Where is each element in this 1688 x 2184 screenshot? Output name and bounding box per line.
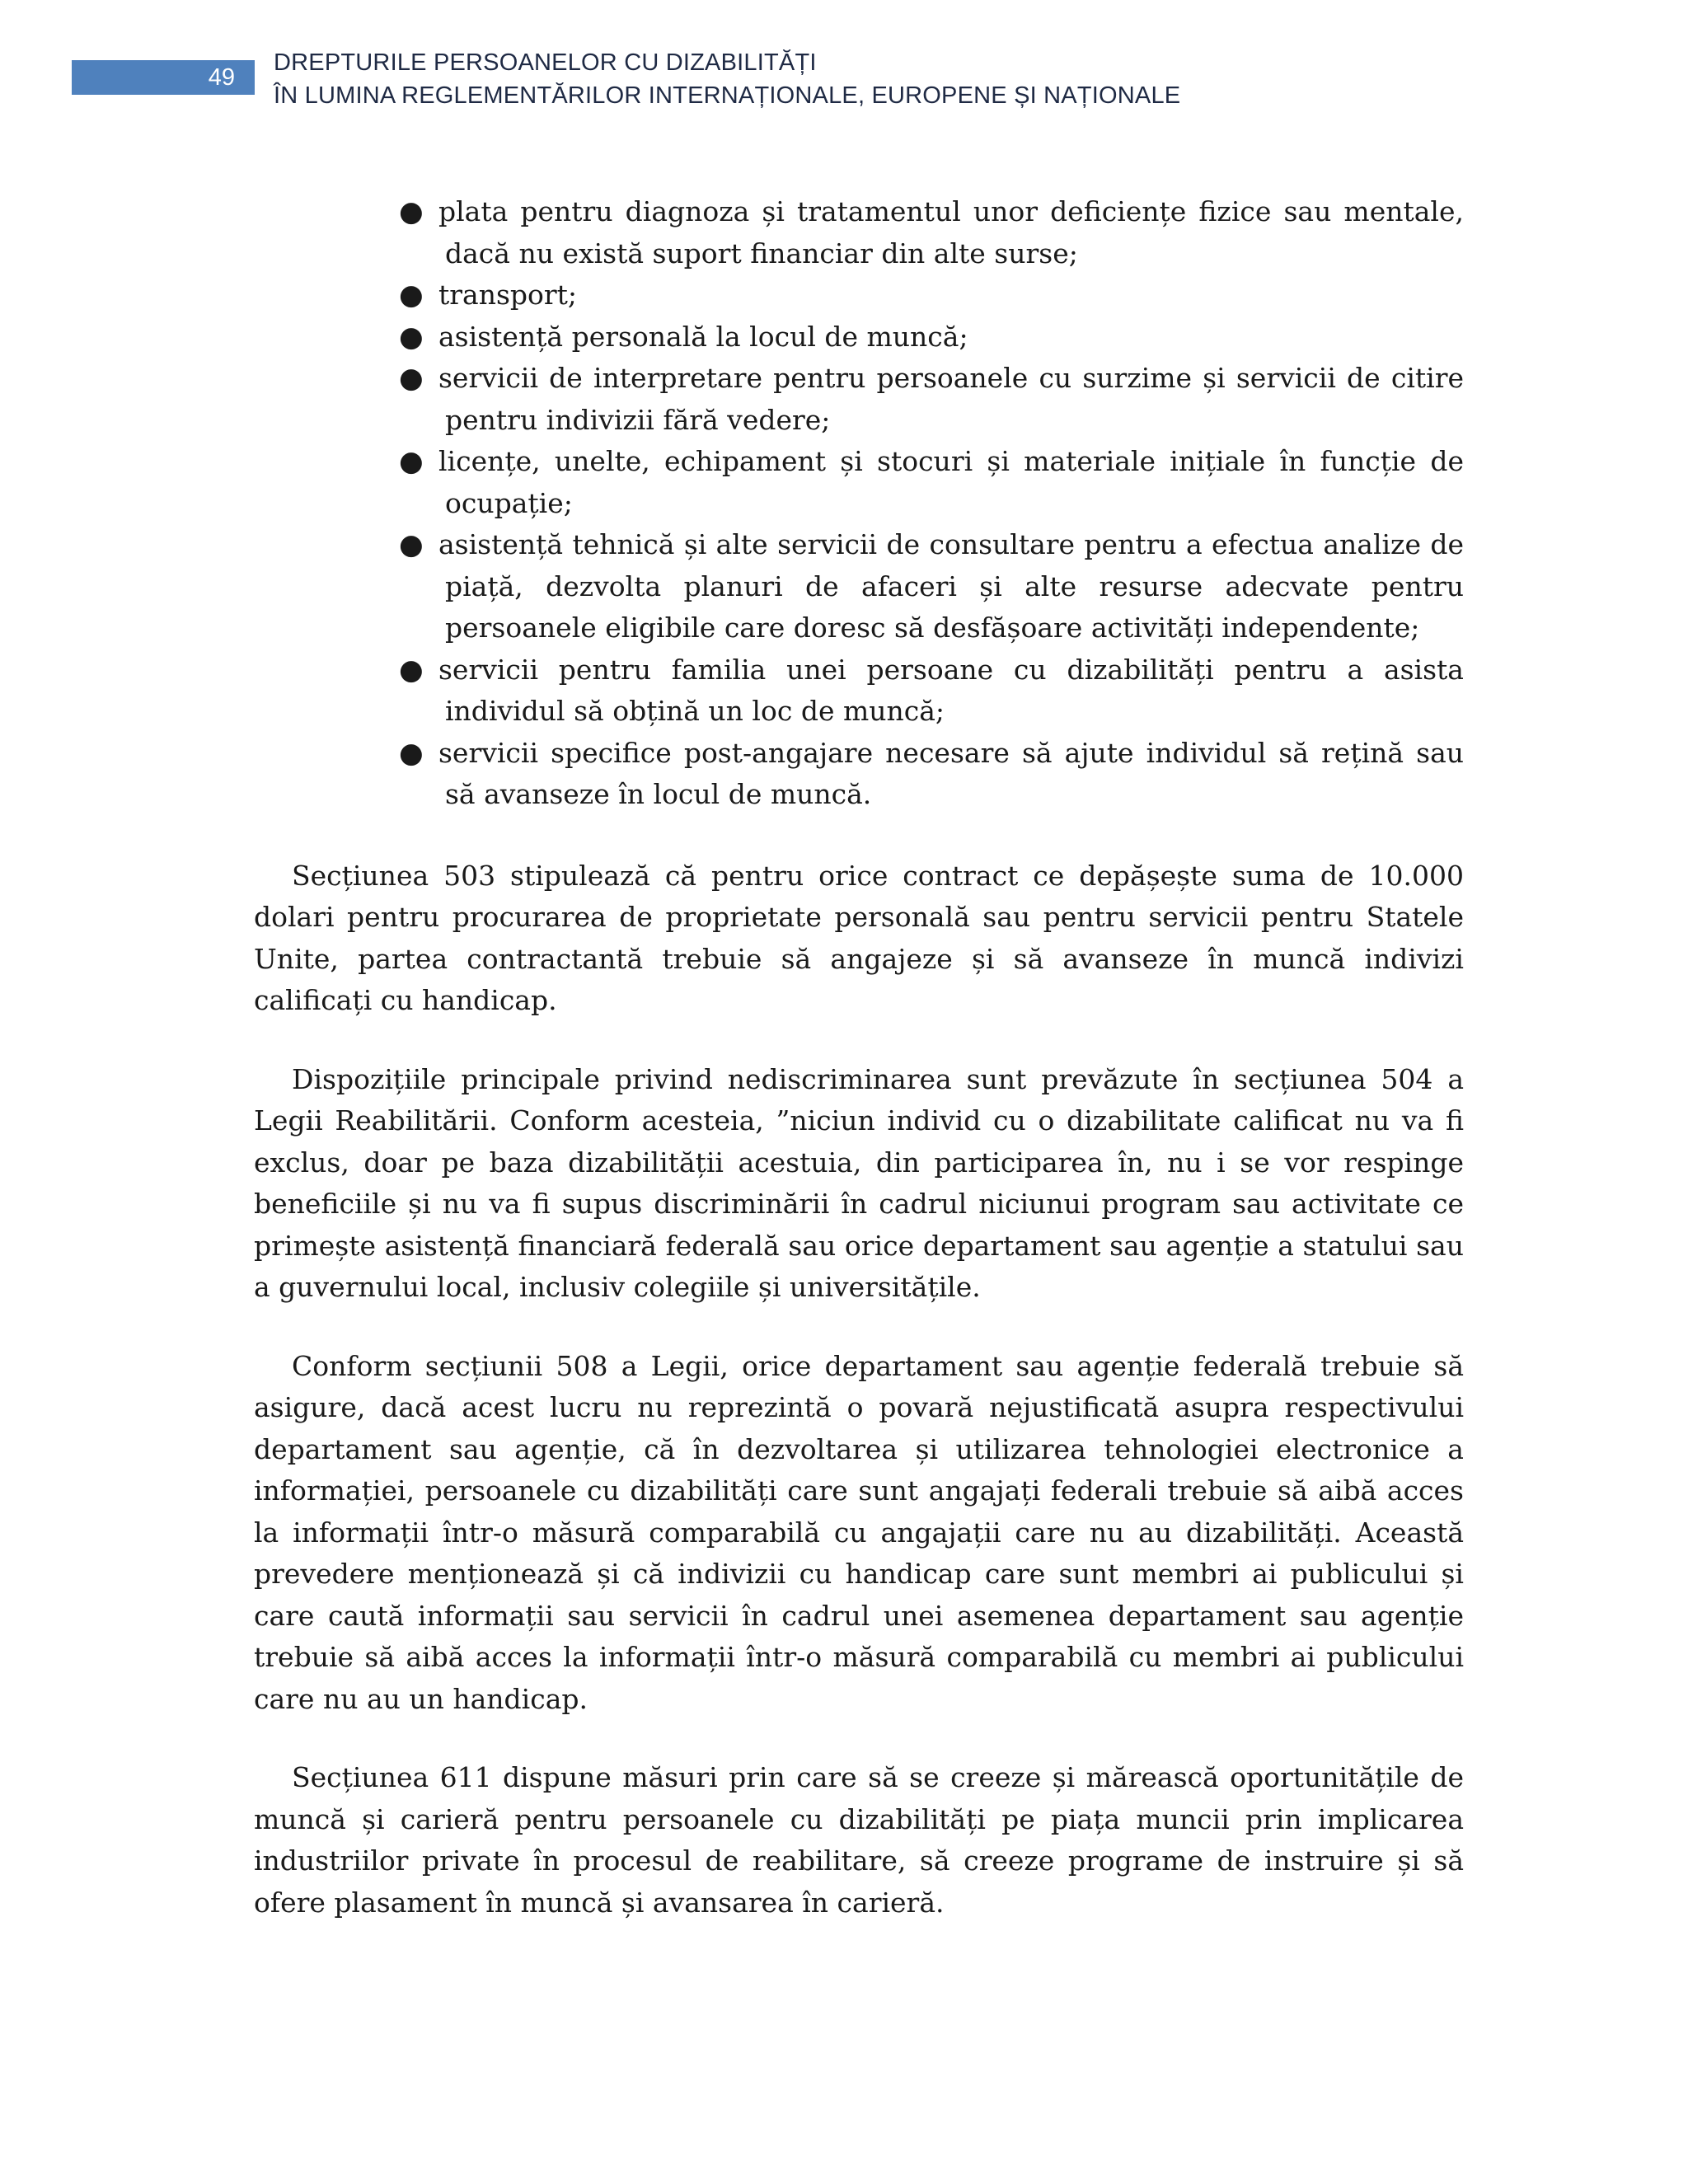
list-item: [254, 191, 1464, 274]
page-body: [254, 191, 1464, 1924]
list-item-text: servicii de interpretare pentru persoanele cu surzime și servicii de citire pentru indivizii fără vedere;: [438, 362, 1464, 436]
bullet-icon: ●: [399, 736, 424, 770]
list-item-text: asistență tehnică și alte servicii de consultare pentru a efectua analize de piață, dezvolta planuri de afaceri și alte resurse adecvate pentru persoanele eligibile care doresc să desfășoare activități independente;: [438, 528, 1464, 644]
header-title-line1: DREPTURILE PERSOANELOR CU DIZABILITĂȚI: [274, 49, 817, 76]
bullet-icon: ●: [399, 195, 424, 228]
list-item-text: transport;: [438, 279, 578, 311]
list-item-text: asistență personală la locul de muncă;: [438, 320, 968, 353]
bullet-icon: ●: [399, 445, 424, 478]
list-item: [254, 524, 1464, 649]
running-header: [274, 46, 1180, 112]
list-item: [254, 649, 1464, 733]
list-item-text: servicii specifice post-angajare necesare să ajute individul să rețină sau să avanseze în locul de muncă.: [438, 736, 1464, 810]
paragraph-section-503: Secțiunea 503 stipulează că pentru orice contract ce depășește suma de 10.000 dolari pentru procurarea de proprietate personală sau pentru servicii pentru Statele Unite, partea contractantă trebuie să angajeze și să avanseze în muncă indivizi calificați cu handicap.: [254, 859, 1464, 1016]
bullet-icon: ●: [399, 653, 424, 687]
list-item: [254, 358, 1464, 441]
list-item-text: licențe, unelte, echipament și stocuri și materiale inițiale în funcție de ocupație;: [438, 445, 1464, 519]
page-number-box: [72, 60, 255, 95]
bullet-icon: ●: [399, 279, 424, 312]
page-number: 49: [208, 64, 235, 91]
list-item-text: servicii pentru familia unei persoane cu dizabilități pentru a asista individul să obțină un loc de muncă;: [438, 653, 1464, 727]
list-item: [254, 316, 1464, 359]
paragraph-section-611: Secțiunea 611 dispune măsuri prin care să se creeze și mărească oportunitățile de muncă și carieră pentru persoanele cu dizabilități pe piața muncii prin implicarea industriilor private în procesul de reabilitare, să creeze programe de instruire și să ofere plasament în muncă și avansarea în carieră.: [254, 1761, 1464, 1919]
paragraph-section-508: Conform secțiunii 508 a Legii, orice departament sau agenție federală trebuie să asigure, dacă acest lucru nu reprezintă o povară nejustificată asupra respectivului departament sau agenție, că în dezvoltarea și utilizarea tehnologiei electronice a informației, persoanele cu dizabilități care sunt angajați federali trebuie să aibă acces la informații într-o măsură comparabilă cu angajații care nu au dizabilități. Această prevedere menționează și că indivizii cu handicap care sunt membri ai publicului și care caută informații sau servicii în cadrul unei asemenea departament sau agenție trebuie să aibă acces la informații într-o măsură comparabilă cu membri ai publicului care nu au un handicap.: [254, 1349, 1464, 1715]
paragraph-section-504: Dispozițiile principale privind nediscriminarea sunt prevăzute în secțiunea 504 a Legii Reabilitării. Conform acesteia, ”niciun individ cu o dizabilitate calificat nu va fi exclus, doar pe baza dizabilității acestuia, din participarea în, nu i se vor respinge beneficiile și nu va fi supus discriminării în cadrul niciunui program sau activitate ce primește asistență financiară federală sau orice departament sau agenție a statului sau a guvernului local, inclusiv colegiile și universitățile.: [254, 1062, 1464, 1303]
list-item-text: plata pentru diagnoza și tratamentul unor deficiențe fizice sau mentale, dacă nu există suport financiar din alte surse;: [438, 195, 1464, 269]
bullet-icon: ●: [399, 320, 424, 354]
header-title-line2: ÎN LUMINA REGLEMENTĂRILOR INTERNAȚIONALE, EUROPENE ȘI NAȚIONALE: [274, 82, 1181, 109]
list-item: [254, 441, 1464, 524]
list-item: [254, 274, 1464, 316]
list-item: [254, 733, 1464, 816]
bullet-icon: ●: [399, 362, 424, 395]
bullet-list: [254, 191, 1464, 816]
bullet-icon: ●: [399, 528, 424, 561]
